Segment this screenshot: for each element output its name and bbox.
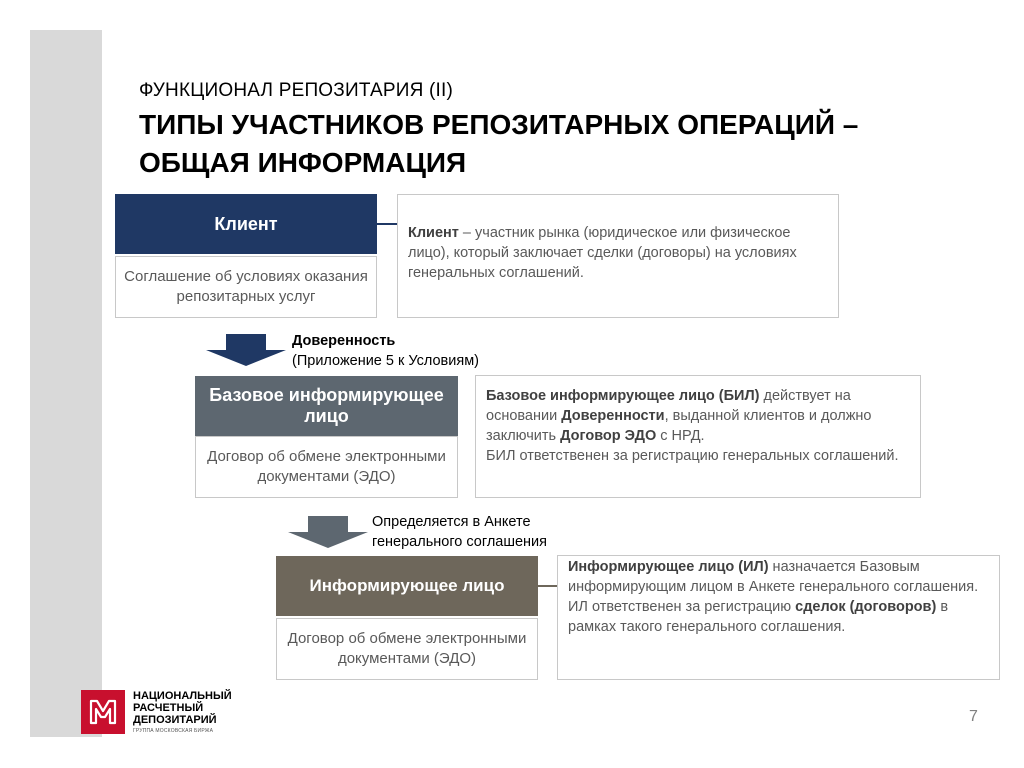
il-desc-text-2: ИЛ ответственен за регистрацию [568,599,796,615]
client-description [397,194,839,318]
client-desc-text: – участник рынка (юридическое или физическое лицо), который заключает сделки (договоры) на условиях генеральных соглашений. [408,225,797,281]
transition-2-text: Определяется в Анкете генерального соглашения [372,514,548,550]
il-connector [538,585,558,587]
bil-desc-bold-3: Договор ЭДО [560,428,657,444]
logo-line-3: ДЕПОЗИТАРИЙ [133,714,217,726]
logo-mark-icon [88,699,118,725]
bil-agreement-text: Договор об обмене электронными документами (ЭДО) [207,448,446,485]
slide-title [139,106,1019,182]
client-connector [377,223,397,225]
bil-desc-text-1: действует на основании [486,388,851,424]
logo-text [133,690,232,726]
bil-agreement [195,436,458,498]
down-arrow-icon [206,334,286,366]
transition-1-bold: Доверенность [292,333,396,349]
bil-desc-text-2: , выданной клиентов и должно заключить [486,408,872,444]
title-line-2: ОБЩАЯ ИНФОРМАЦИЯ [139,147,467,178]
il-desc-bold-2: сделок (договоров) [795,599,937,615]
client-header [115,194,377,254]
down-arrow-icon [288,516,368,548]
logo-line-1: НАЦИОНАЛЬНЫЙ [133,690,232,702]
il-desc-bold-1: Информирующее лицо (ИЛ) [568,559,769,575]
bil-desc-text-4: БИЛ ответственен за регистрацию генеральных соглашений. [486,448,899,464]
logo-line-2: РАСЧЕТНЫЙ [133,702,204,714]
client-agreement-text: Соглашение об условиях оказания репозитарных услуг [124,268,368,305]
logo-subtext: ГРУППА МОСКОВСКАЯ БИРЖА [133,728,214,734]
transition-1-text: (Приложение 5 к Условиям) [292,353,479,369]
bil-description [475,375,921,498]
il-description [557,555,1000,680]
il-agreement-text: Договор об обмене электронными документами (ЭДО) [287,630,527,667]
bil-label: Базовое информирующее лицо [209,385,444,426]
title-line-1: ТИПЫ УЧАСТНИКОВ РЕПОЗИТАРНЫХ ОПЕРАЦИЙ – [139,109,859,140]
client-agreement [115,256,377,318]
page-number: 7 [969,708,978,725]
il-header [276,556,538,616]
nrd-logo-icon [81,690,125,734]
bil-header [195,376,458,436]
bil-desc-bold-2: Доверенности [561,408,665,424]
side-bar [30,30,102,737]
il-agreement [276,618,538,680]
bil-desc-text-3: с НРД. [656,428,705,444]
il-desc-text-1: назначается Базовым информирующим лицом в Анкете генерального соглашения. [568,559,979,595]
client-label: Клиент [214,213,278,234]
client-desc-bold: Клиент [408,225,459,241]
il-desc-text-3: в рамках такого генерального соглашения. [568,599,949,635]
slide-subtitle: ФУНКЦИОНАЛ РЕПОЗИТАРИЯ (II) [139,80,454,101]
bil-desc-bold-1: Базовое информирующее лицо (БИЛ) [486,388,760,404]
il-label: Информирующее лицо [309,576,505,595]
transition-note-2 [372,512,592,552]
transition-note-1 [292,331,479,371]
